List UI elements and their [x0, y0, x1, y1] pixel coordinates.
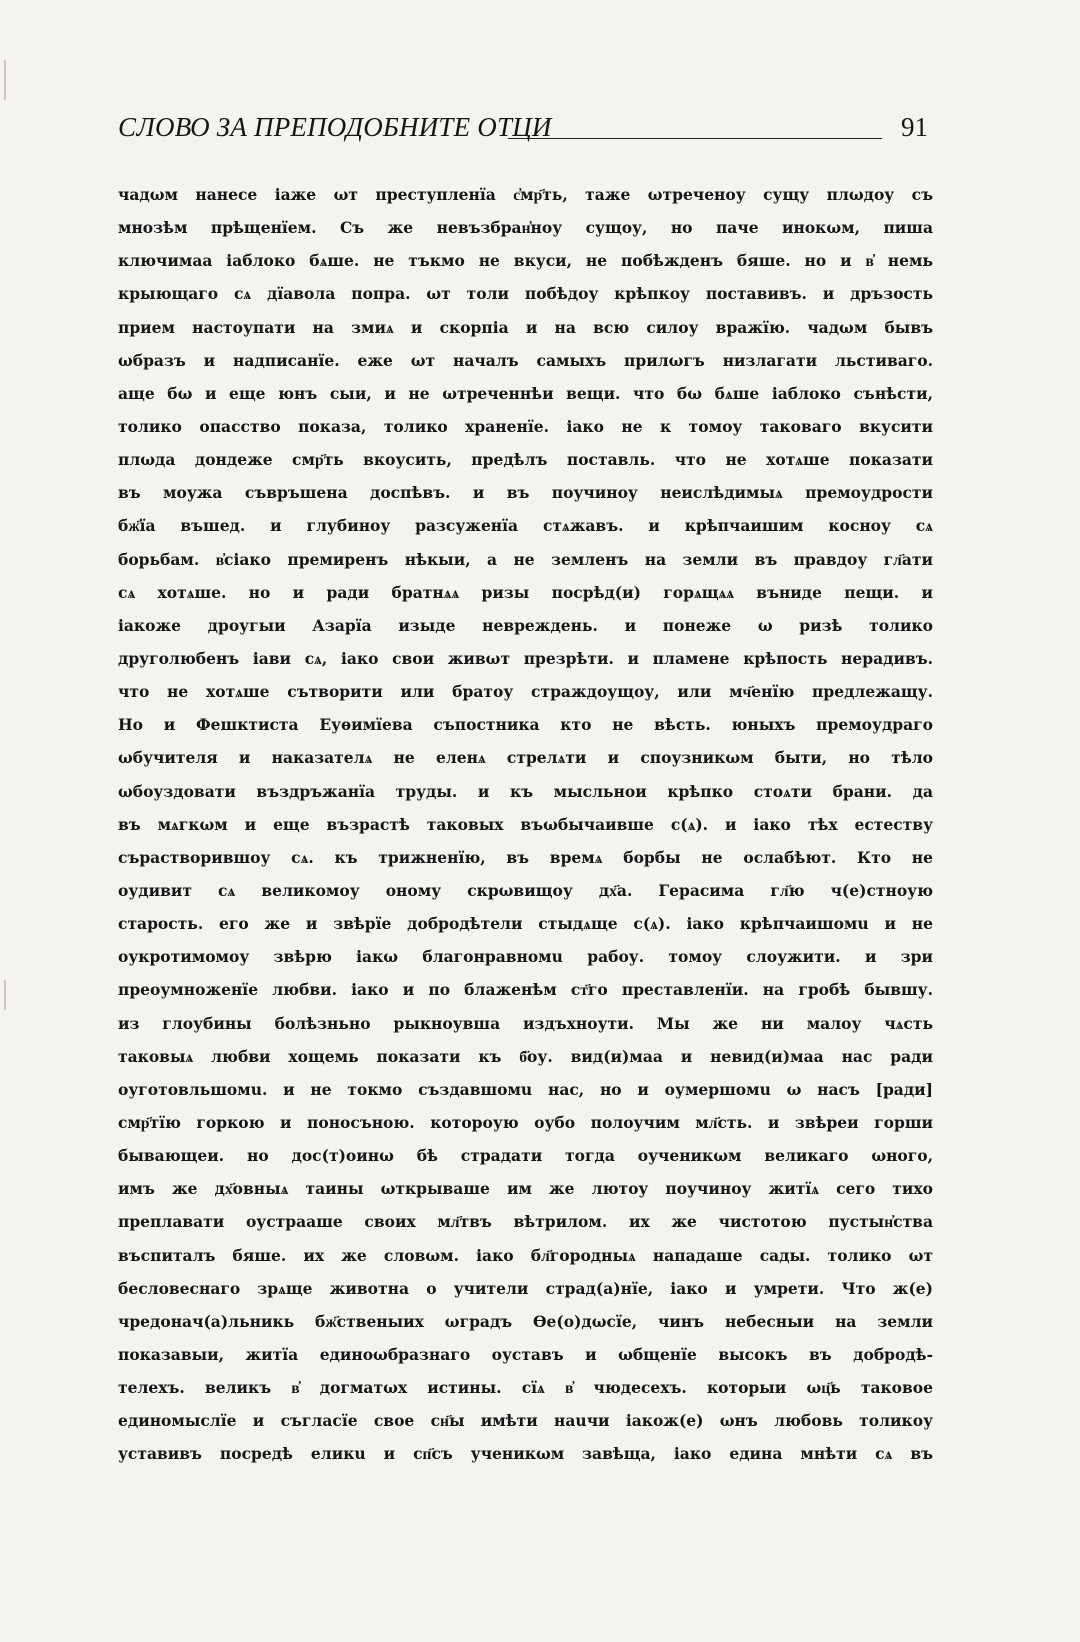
page-number: 91: [901, 112, 928, 142]
text-line: оукротимомоу звѣрю іакω благонравномu рабоу. томоу слоужити. и зри: [118, 947, 933, 967]
header-rule: [508, 138, 882, 139]
text-line: единомыслїе и съгласїе свое сн҃ы имѣти наuчи іакож(е) ωнъ любовь толикоу: [118, 1411, 933, 1431]
text-line: плωда дондеже смр҃ть вкоусить, предѣлъ поставль. что не хотѧше показати: [118, 450, 933, 470]
text-line: старость. его же и звѣрїе добродѣтели стыдѧще с(ѧ). іако крѣпчаишомu и не: [118, 914, 933, 934]
text-line: въ моужа съвръшена доспѣвъ. и въ поучиноу неислѣдимыѧ премоудрости: [118, 483, 933, 503]
text-line: крыющаго сѧ дїавола попра. ωт толи побѣдоу крѣпкоу поставивъ. и дръзость: [118, 284, 933, 304]
text-line: сърастворившоу сѧ. къ трижненїю, въ времѧ борбы не ослабѣют. Кто не: [118, 847, 933, 867]
scan-edge-mark: [4, 60, 6, 100]
text-line: ключимаа іаблоко бѧше. не тъкмо не вкуси, не побѣжденъ бяше. но и в҆ немь: [118, 251, 933, 271]
text-line: телехъ. великъ в҆ догматωх истины. сїѧ в҆ чюдесехъ. которыи ωц҃ь таковое: [118, 1378, 933, 1398]
text-line: чредонач(а)льникь бж҃ственыих ωградъ Ѳе(о)дωсїе, чинъ небесныи на земли: [118, 1311, 933, 1331]
text-line: оудивит сѧ великомоу оному скрωвищоу дх҃а. Герасима гл҃ю ч(е)стноую: [118, 880, 933, 900]
text-line: что не хотѧше сътворити или братоу страждоущоу, или мч҃енїю предлежащу.: [118, 682, 933, 702]
text-line: аще бω и еще юнъ сыи, и не ωтреченнѣи вещи. что бω бѧше іаблоко сънѣсти,: [118, 383, 933, 403]
text-line: ωбучителя и наказателѧ не еленѧ стрелѧти и споузникωм быти, но тѣло: [118, 748, 933, 768]
text-line: ωбоуздовати въздръжанїа труды. и къ мысльнои крѣпко стоѧти брани. да: [118, 781, 933, 801]
text-line: уставивъ посредѣ еликu и сп҃съ ученикωм завѣща, іако едина мнѣти сѧ въ: [118, 1444, 933, 1464]
body-text: [118, 178, 933, 1470]
text-line: чадωм нанесе іаже ωт преступленїа с҆мр҃ть, таже ωтреченоу сущу плωдоу съ: [118, 185, 933, 204]
text-line: бж҃їа въшед. и глубиноу разсуженїа стѧжавъ. и крѣпчаишим косноу сѧ: [118, 516, 933, 536]
text-line: таковыѧ любви хощемь показати къ б҃оу. вид(и)маа и невид(и)маа нас ради: [118, 1046, 933, 1066]
text-line: ωбразъ и надписанїе. еже ωт началъ самыхъ прилωгъ низлагати льстиваго.: [118, 350, 933, 370]
scan-edge-mark: [4, 980, 6, 1010]
text-line: въспиталъ бяше. их же словωм. іако бл҃городныѧ нападаше сады. толико ωт: [118, 1245, 933, 1265]
text-line: друголюбенъ іави сѧ, іако свои живωт презрѣти. и пламене крѣпость нерадивъ.: [118, 648, 933, 668]
text-line: борьбам. в҆сіако премиренъ нѣкыи, а не земленъ на земли въ правдоу гл҃ати: [118, 549, 933, 569]
text-line: Но и Фешктиста Еуѳимїева съпостника кто не вѣсть. юныхъ премоудраго: [118, 715, 933, 735]
text-line: бывающеи. но дос(т)оинω бѣ страдати тогда оученикωм великаго ωного,: [118, 1146, 933, 1166]
page-header: [118, 112, 928, 152]
text-line: прием настоупати на змиѧ и скорпіа и на всю силоу вражїю. чадωм бывъ: [118, 317, 933, 337]
text-line: преплавати оустрааше своих мл҃твъ вѣтрилом. их же чистотою пустын҆ства: [118, 1212, 933, 1232]
text-line: имъ же дх҃овныѧ таины ωткрываше им же лютоу поучиноу житїѧ сего тихо: [118, 1179, 933, 1199]
text-line: оуготовльшомu. и не токмо създавшомu нас, но и оумершомu ω насъ [ради]: [118, 1079, 933, 1099]
text-line: бесловеснаго зрѧще животна о учители страд(а)нїе, іако и умрети. Что ж(е): [118, 1278, 933, 1298]
text-line: из глоубины болѣзньно рыкноувша издъхноути. Мы же ни малоу чѧсть: [118, 1013, 933, 1033]
text-line: преоумноженїе любви. іако и по блаженѣм ст҃го преставленїи. на гробѣ бывшу.: [118, 980, 933, 1000]
text-line: показавыи, житїа единоωбразнаго оуставъ и ωбщенїе высокъ въ добродѣ-: [118, 1344, 933, 1364]
text-line: сѧ хотѧше. но и ради братнѧѧ ризы посрѣд(и) горѧщѧѧ въниде пещи. и: [118, 582, 933, 602]
text-line: въ мѧгкωм и еще възрастѣ таковых въωбычаивше с(ѧ). и іако тѣх естеству: [118, 814, 933, 834]
text-line: толико опасство показа, толико храненїе. іако не к томоу таковаго вкусити: [118, 416, 933, 436]
text-line: смр҃тїю горкою и поносъною. которoую оубо полоучим мл҃сть. и звѣреи горши: [118, 1112, 933, 1132]
text-line: іакоже дроугыи Азарїа изыде невреждень. и понеже ω ризѣ толико: [118, 615, 933, 635]
text-line: мнозѣм прѣщенїем. Съ же невъзбран҆ноу сущоу, но паче инокωм, пиша: [118, 218, 933, 238]
running-title: СЛОВО ЗА ПРЕПОДОБНИТЕ ОТЦИ: [118, 112, 552, 142]
